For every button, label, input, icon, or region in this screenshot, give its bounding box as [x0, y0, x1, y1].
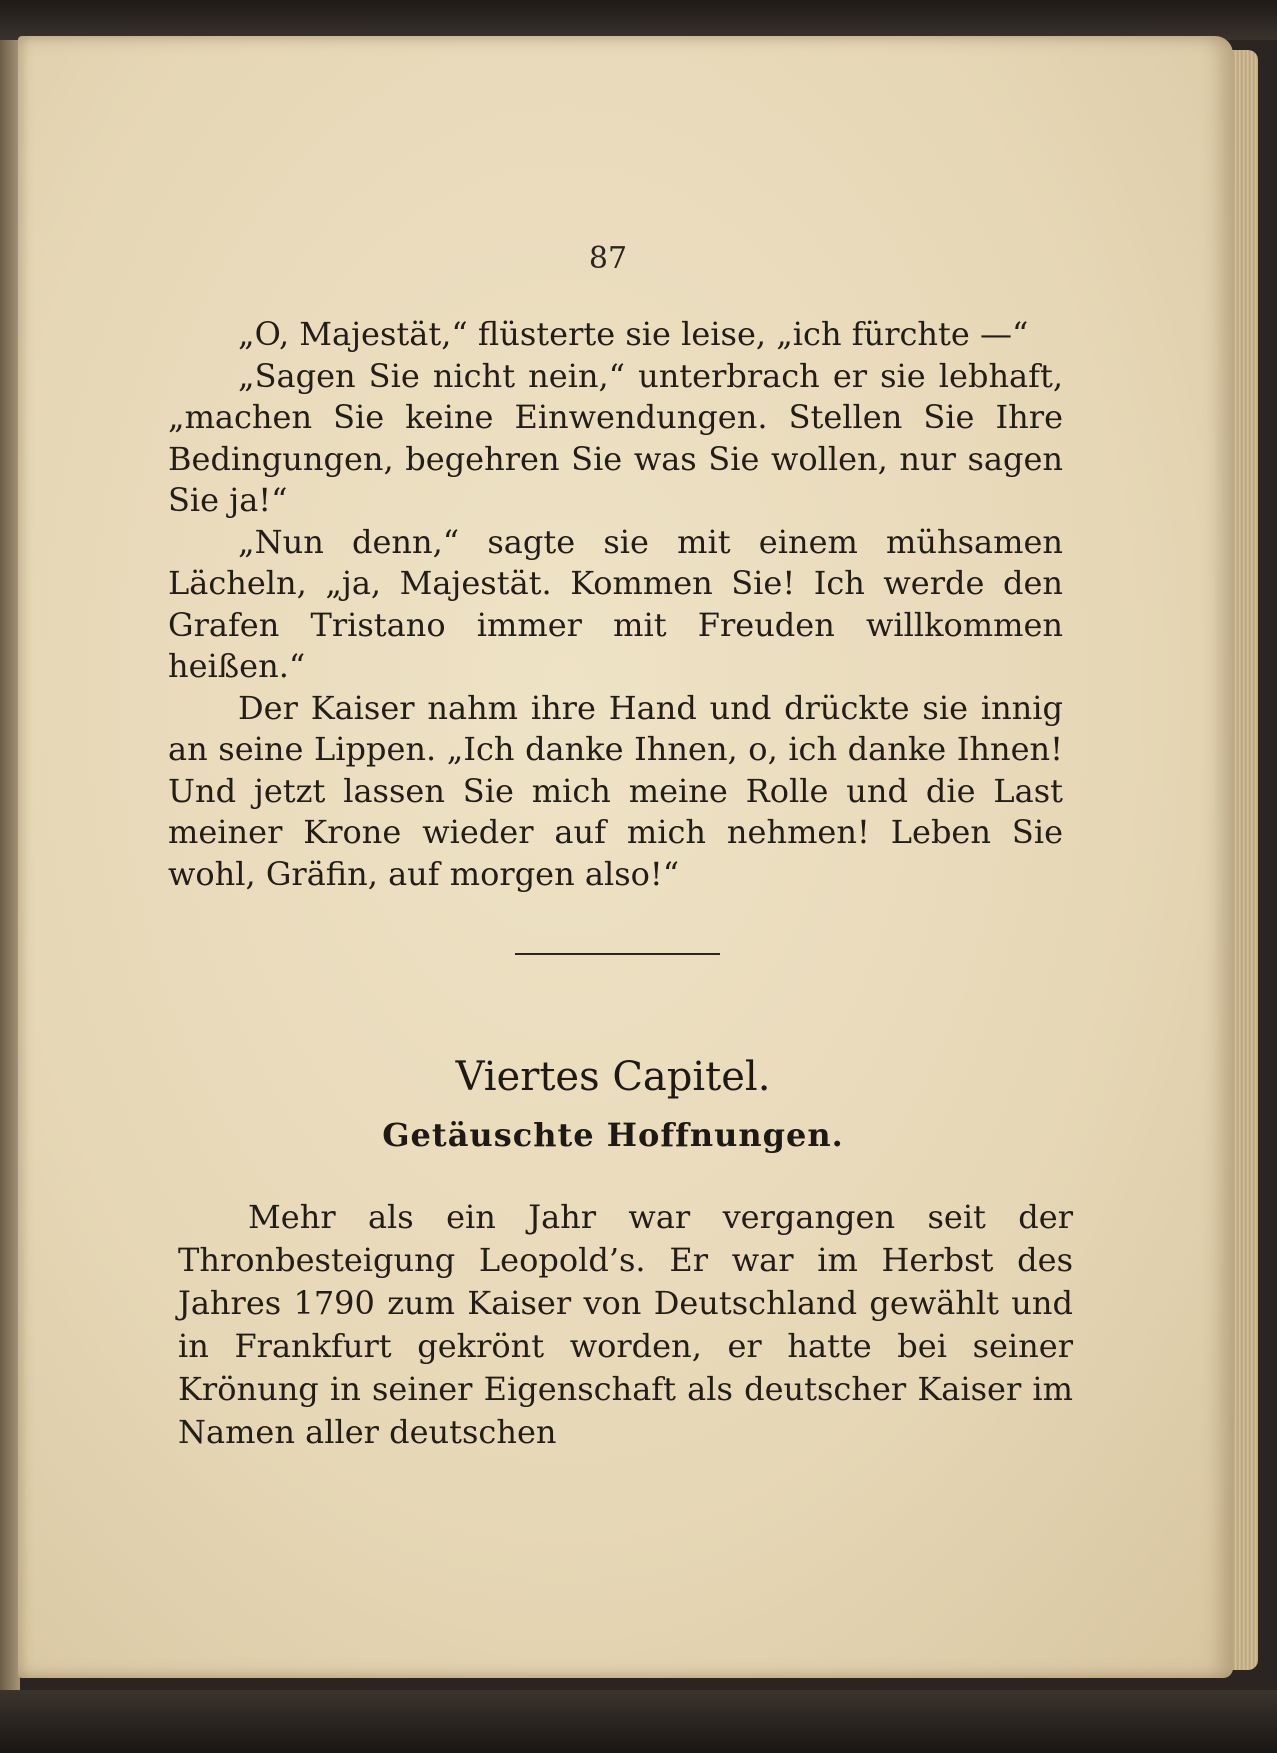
- book-cover-edge-bottom: [0, 1690, 1277, 1753]
- paragraph: Der Kaiser nahm ihre Hand und drückte sie innig an seine Lippen. „Ich danke Ihnen, o, ich danke Ihnen! Und jetzt lassen Sie mich meine Rolle und die Last meiner Krone wieder auf mich nehmen! Leben Sie wohl, Gräfin, auf morgen also!“: [168, 688, 1063, 893]
- paragraph: „O, Majestät,“ flüsterte sie leise, „ich fürchte —“: [238, 315, 1029, 353]
- text-block-top: [168, 314, 1063, 895]
- page-number: 87: [588, 241, 628, 276]
- book-cover-edge-top: [0, 0, 1277, 40]
- paragraph: „Sagen Sie nicht nein,“ unterbrach er sie lebhaft, „machen Sie keine Einwendungen. Stellen Sie Ihre Bedingungen, begehren Sie was Sie wollen, nur sagen Sie ja!“: [168, 356, 1063, 519]
- text-block-bottom: [178, 1196, 1073, 1454]
- paragraph: „Nun denn,“ sagte sie mit einem mühsamen Lächeln, „ja, Majestät. Kommen Sie! Ich werde den Grafen Tristano immer mit Freuden willkommen heißen.“: [168, 522, 1063, 685]
- paragraph: Mehr als ein Jahr war vergangen seit der Thronbesteigung Leopold’s. Er war im Herbst des Jahres 1790 zum Kaiser von Deutschland gewählt und in Frankfurt gekrönt worden, er hatte bei seiner Krönung in seiner Eigenschaft als deutscher Kaiser im Namen aller deutschen: [178, 1198, 1073, 1451]
- chapter-subtitle: Getäuschte Hoffnungen.: [382, 1116, 844, 1154]
- previous-page-edge: [0, 40, 20, 1690]
- section-divider: [515, 953, 720, 955]
- chapter-title: Viertes Capitel.: [455, 1054, 771, 1100]
- book-page: [18, 36, 1233, 1678]
